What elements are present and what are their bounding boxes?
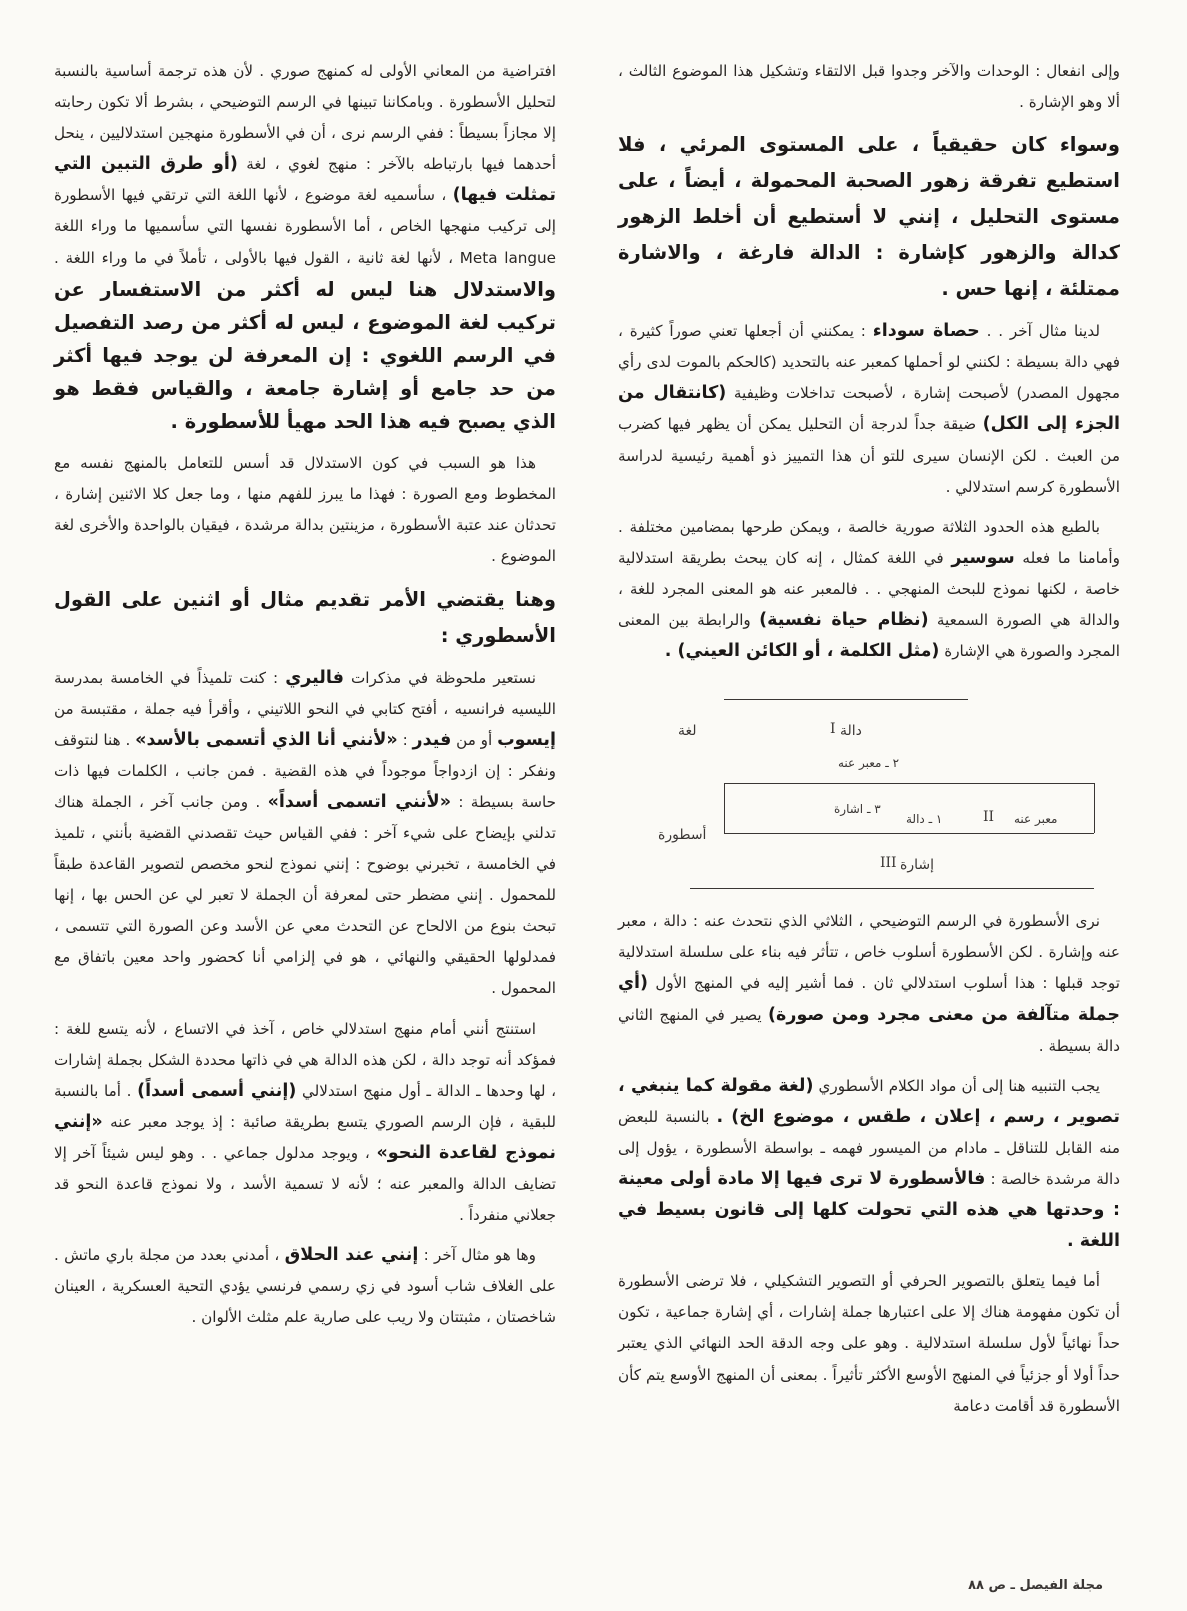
paragraph (618, 512, 1120, 667)
text: نرى الأسطورة في الرسم التوضيحي ، الثلاثي الذي نتحدث عنه : دالة ، معبر عنه وإشارة . لكن الأسطورة أسلوب خاص ، تتأثر فيه بناء على سلسلة استدلالية توجد قبلها : هذا أسلوب استدلالي ثان . فما أشير إليه في المنهج الأول (618, 912, 1120, 993)
text: لدينا مثال آخر . . (979, 322, 1100, 341)
numeral-three: III (880, 855, 897, 872)
numeral-one: I (830, 721, 836, 738)
text: استنتج أنني أمام منهج استدلالي خاص ، آخذ في الاتساع ، لأنه يتسع للغة : فمؤكد أنه توجد دالة ، لكن هذه الدالة هي في ذاتها محددة الشكل بجملة إشارات ، لها وحدها ـ الدالة ـ أول منهج استدلالي (54, 1019, 556, 1100)
left-column (54, 56, 556, 1342)
text: والرابطة بين المعنى المجرد والصورة هي الإشارة (618, 611, 1120, 661)
bold-phrase: إنني عند الحلاق (284, 1245, 419, 1266)
bold-phrase: «لأنني اتسمى أسداً» (267, 791, 452, 812)
label-dalla-1: دالة (840, 723, 862, 740)
text: ، أمدني بعدد من مجلة باري ماتش . على الغلاف شاب أسود في زي رسمي فرنسي يؤدي التحية العسكرية ، العينان شاخصتان ، مثبتتان ولا ريب على صارية علم مثلث الألوان . (54, 1246, 556, 1327)
paragraph (618, 1071, 1120, 1258)
text: يصير في المنهج الثاني دالة بسيطة . (618, 1005, 1120, 1055)
label-dalla-part: ١ ـ دالة (906, 812, 943, 827)
bold-phrase: «إنني نموذج لقاعدة النحو» (54, 1111, 556, 1163)
paragraph (54, 1014, 556, 1232)
label-maabbar-2: ٢ ـ معبر عنه (838, 756, 900, 771)
paragraph: وإلى انفعال : الوحدات والآخر وجدوا قبل الالتقاء وتشكيل هذا الموضوع الثالث ، ألا وهو الإشارة . (618, 62, 1120, 112)
text: أو من (451, 730, 498, 749)
bold-paragraph: وهنا يقتضي الأمر تقديم مثال أو اثنين على القول الأسطوري : (54, 587, 556, 647)
paragraph (618, 316, 1120, 503)
bold-phrase: فيدر (412, 729, 452, 750)
bold-paragraph: وسواء كان حقيقياً ، على المستوى المرئي ، فلا استطيع تفرقة زهور الصحبة المحمولة ، أيضاً ، على مستوى التحليل ، إنني لا أستطيع أن أخلط الزهور كدالة والزهور كإشارة : الدالة فارغة ، والاشارة ممتلئة ، إنها حس . (618, 133, 1120, 301)
diagram-vline-left (724, 783, 725, 833)
right-column (618, 56, 1120, 1431)
bold-phrase: (نظام حياة نفسية) (759, 610, 929, 631)
label-ishara-3: ٣ ـ اشارة (834, 802, 881, 817)
text: ضيقة جداً لدرجة أن التحليل يمكن أن يظهر فيها كضرب من العبث . لكن الإنسان سيرى للتو أن هذا التمييز ذو أهمية رئيسية لدراسة الأسطورة كرسم استدلالي . (618, 415, 1120, 496)
bold-phrase: (كانتقال من الجزء إلى الكل) (618, 383, 1120, 435)
paragraph: هذا هو السبب في كون الاستدلال قد أسس للتعامل بالمنهج نفسه مع المخطوط ومع الصورة : فهذا ما يبرز للفهم منها ، وما جعل كلا الاثنين إشارة ، تحدثان عند عتبة الأسطورة ، مزينتين بدالة مرشدة ، فيقيان بالواحدة والأخرى لغة الموضوع . (54, 454, 556, 566)
bold-phrase: (مثل الكلمة ، أو الكائن العيني) . (664, 641, 940, 662)
diagram-rule-bottom (690, 888, 1094, 889)
text: بالنسبة للبعض منه القابل للتناقل ـ مادام من الميسور فهمه ـ بواسطة الأسطورة ، يؤول إلى دالة مرشدة خالصة : (618, 1107, 1120, 1188)
text: : يمكنني أن أجعلها تعني صوراً كثيرة ، فهي دالة بسيطة : لكنني لو أحملها كمعبر عنه بالتحديد (كالحكم بالموت لدى رأي مجهول المصدر) لأصبحت إشارة ، لأصبحت تداخلات وظيفية (618, 322, 1120, 403)
bold-phrase: (إنني أسمى أسداً) (137, 1080, 297, 1101)
text: ، سأسميه لغة موضوع ، لأنها اللغة التي ترتقي فيها الأسطورة إلى تركيب منهجها الخاص ، أما الأسطورة نفسها التي سأسميها ما وراء اللغة Meta langue ، لأنها لغة ثانية ، القول فيها بالأولى ، تأملاً في ما وراء اللغة . (54, 186, 556, 267)
text: بالطبع هذه الحدود الثلاثة صورية خالصة ، ويمكن طرحها بمضامين مختلفة . وأمامنا ما فعله (618, 517, 1120, 567)
numeral-two: II (983, 809, 995, 826)
text: : كنت تلميذاً في الخامسة بمدرسة الليسيه فرانسيه ، أفتح كتابي في النحو اللاتيني ، وأقرأ فيه جملة ، مقتبسة من (54, 668, 556, 718)
label-ishara: إشارة (900, 857, 934, 874)
paragraph (618, 906, 1120, 1061)
label-usturah: أسطورة (658, 827, 707, 844)
text: افتراضية من المعاني الأولى له كمنهج صوري . لأن هذه ترجمة أساسية بالنسبة لتحليل الأسطورة . وبامكاننا تبينها في الرسم التوضيحي ، بشرط ألا تكون رحابته إلا مجازاً بسيطاً : ففي الرسم نرى ، أن في الأسطورة منهجين استدلاليين ، ينحل أحدهما فيها بارتباطه بالآخر : منهج لغوي ، لغة (54, 62, 556, 174)
diagram-rule-low (724, 833, 1094, 834)
bold-phrase: «لأنني أنا الذي أتسمى بالأسد» (135, 729, 398, 750)
diagram-vline-right (1094, 783, 1095, 833)
text: في اللغة كمثال ، إنه كان يبحث بطريقة استدلالية خاصة ، لكنها نموذج للبحث المنهجي . . فالمعبر عنه هو المعنى المجرد للغة ، والدالة هي الصورة السمعية (618, 548, 1120, 630)
text: نستعير ملحوظة في مذكرات (343, 668, 536, 687)
text: : (397, 730, 413, 749)
diagram-rule-top (724, 699, 968, 700)
text: . ومن جانب آخر ، الجملة هناك تدلني بإيضاح على شيء آخر : ففي القياس حيث تقصدني القضية بأنني ، تلميذ في الخامسة ، تخبرني بوضوح : إنني نموذج لنحو مخصص لتصوير القاعدة طبقاً للمحمول . إنني مضطر حتى لمعرفة أن الجملة لا تعبر لي عن الحس بها ، إنها تبحث بنوع من الالحاح عن التحدث معي عن الأسد وعن الصورة التي تتسمى ، فمدلولها الحقيقي والنهائي ، هو في إلزامي أنا كحضور واحد معين باتفاق مع المحمول . (54, 792, 556, 998)
bold-phrase: سوسير (951, 547, 1015, 568)
bold-phrase: إيسوب (497, 729, 556, 750)
bold-phrase: فالأسطورة لا ترى فيها إلا مادة أولى معينة : وحدتها هي هذه التي تحولت كلها إلى قانون بسيط في اللغة . (618, 1168, 1120, 1252)
label-maabbar-anhu: معبر عنه (1014, 812, 1058, 827)
text: . أما بالنسبة للبقية ، فإن الرسم الصوري يتسع بطريقة صائبة : إذ يوجد معبر عنه (54, 1081, 556, 1131)
paragraph (54, 1240, 556, 1333)
semiology-diagram (618, 676, 1120, 898)
paragraph (54, 56, 556, 439)
text: . هنا لنتوقف ونفكر : إن ازدواجاً موجوداً في هذه القضية . فمن جانب ، الكلمات فيها ذات حاسة بسيطة : (53, 730, 556, 811)
diagram-rule-mid (724, 783, 1094, 784)
bold-phrase: (أو طرق التبين التي تمثلت فيها) (54, 154, 557, 206)
bold-phrase: (لغة مقولة كما ينبغي ، تصوير ، رسم ، إعلان ، طقس ، موضوع الخ) . (618, 1075, 1120, 1127)
text: ، ويوجد مدلول جماعي . . وهو ليس شيئاً آخر إلا تضايف الدالة والمعبر عنه ؛ لأنه لا تسمية الأسد ، ولا نموذج قاعدة النحو قد جعلاني منفرداً . (54, 1143, 556, 1225)
text: وها هو مثال آخر : (418, 1246, 536, 1265)
paragraph (54, 663, 556, 1005)
page-footer: مجلة الفيصل ـ ص ٨٨ (968, 1578, 1103, 1593)
bold-phrase: فاليري (285, 667, 344, 688)
paragraph: أما فيما يتعلق بالتصوير الحرفي أو التصوير التشكيلي ، فلا ترضى الأسطورة أن تكون مفهومة هناك إلا على اعتبارها جملة إشارات ، أي إشارة جماعية ، تكون حداً نهائياً لأول سلسلة استدلالية . وهو على وجه الدقة الحد النهائي الذي يعتبر حداً أولا أو جزئياً في المنهج الأوسع الأكثر تأثيراً . بمعنى أن المنهج الأوسع يتم كأن الأسطورة قد أقامت دعامة (618, 1272, 1120, 1415)
bold-phrase: (أي جملة متآلفة من معنى مجرد ومن صورة) (618, 973, 1120, 1025)
label-lugha: لغة (678, 723, 697, 740)
bold-phrase: حصاة سوداء (872, 321, 980, 342)
bold-phrase: والاستدلال هنا ليس له أكثر من الاستفسار عن تركيب لغة الموضوع ، ليس له أكثر من رصد التفصيل في الرسم اللغوي : إن المعرفة لن يوجد فيها أكثر من حد جامع أو إشارة جامعة ، والقياس فقط هو الذي يصبح فيه هذا الحد مهيأ للأسطورة . (54, 277, 556, 434)
text: يجب التنبيه هنا إلى أن مواد الكلام الأسطوري (813, 1076, 1100, 1095)
